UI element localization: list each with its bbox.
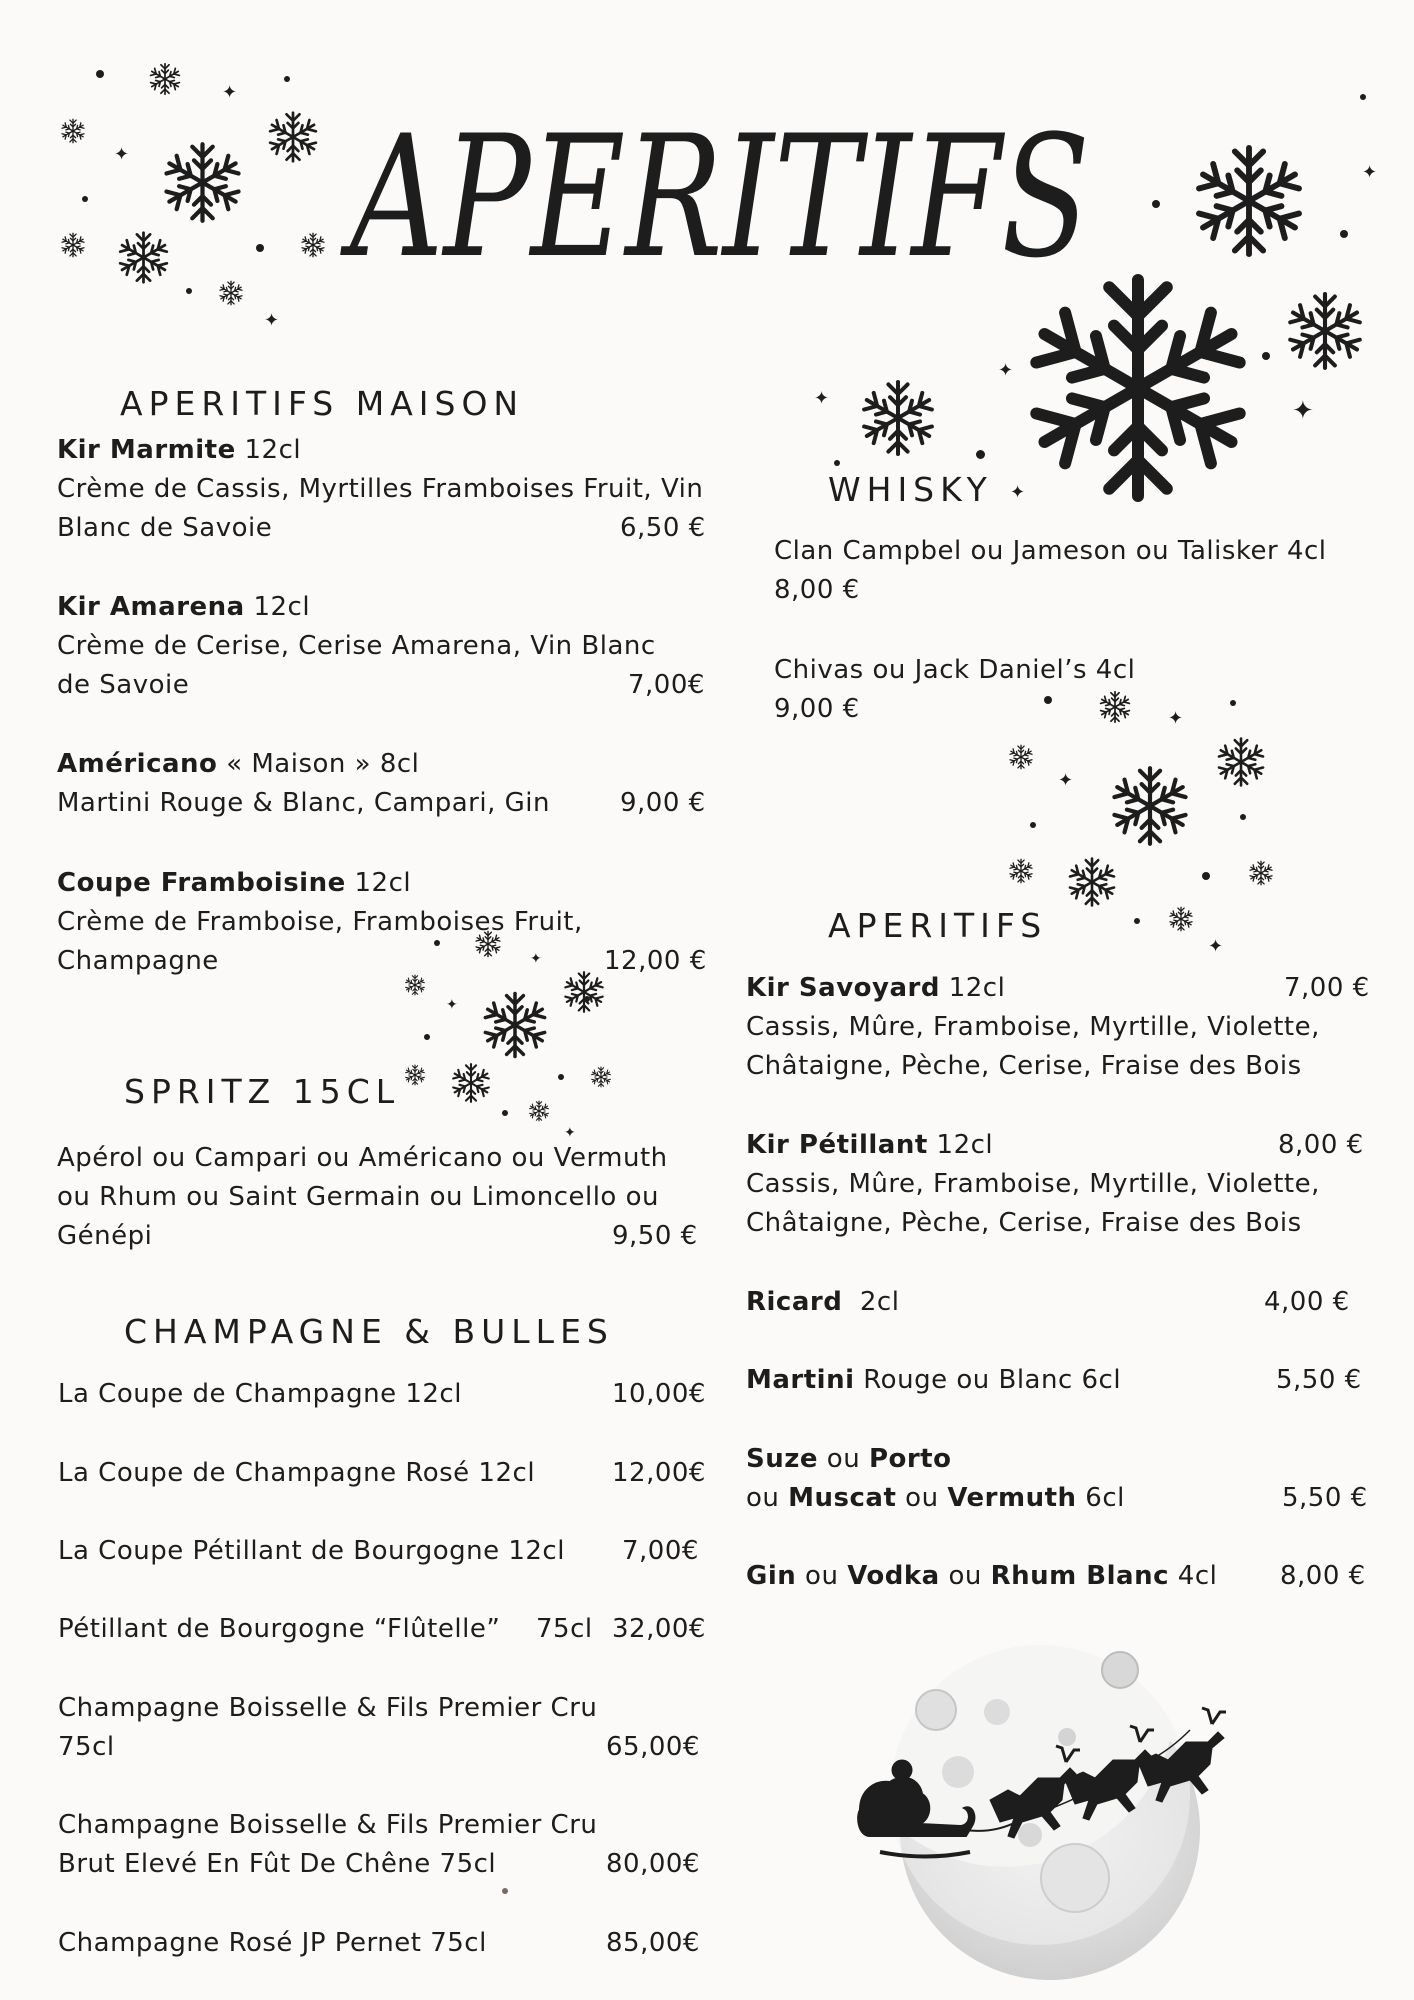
item-name: Américano: [57, 749, 218, 779]
page-title: [340, 95, 1100, 295]
item-size: 12cl: [253, 592, 311, 622]
item-price: 12,00 €: [604, 946, 707, 976]
page-title-text: APERITIFS: [339, 99, 1090, 295]
item-price: 85,00€: [606, 1928, 700, 1958]
snowflake-icon: [60, 118, 86, 144]
item-label: Brut Elevé En Fût De Chêne 75cl: [58, 1849, 497, 1879]
snowflake-icon: [1008, 858, 1034, 884]
menu-item: [58, 1806, 597, 1884]
item-price: 80,00€: [606, 1849, 700, 1879]
snow-dot: [1262, 352, 1270, 360]
item-desc: Crème de Framboise, Framboises Fruit,: [57, 907, 583, 937]
snowflake-icon: [266, 110, 320, 164]
snowflake-icon: [218, 280, 244, 306]
snowflake-icon: [116, 230, 171, 285]
snow-dot: [284, 76, 290, 82]
snowflake-icon: [404, 1064, 426, 1086]
sparkle-icon: ✦: [1362, 162, 1378, 183]
snow-dot: [1230, 700, 1236, 706]
snowflake-icon: [528, 1100, 550, 1122]
snow-dot: [558, 1074, 564, 1080]
menu-item: [58, 1924, 487, 1963]
snow-dot: [1240, 814, 1246, 820]
sparkle-icon: ✦: [564, 1125, 576, 1141]
snowflake-icon: [450, 1062, 492, 1104]
sparkle-icon: ✦: [814, 388, 830, 409]
item-label: Champagne Boisselle & Fils Premier Cru: [58, 1693, 598, 1723]
snowflake-icon: [1066, 856, 1118, 908]
sparkle-icon: ✦: [114, 144, 130, 165]
sparkle-icon: ✦: [1292, 396, 1314, 426]
snow-dot: [1340, 230, 1348, 238]
snowflake-icon: [1008, 744, 1034, 770]
section-heading-aperitifs: APERITIFS: [828, 906, 1048, 945]
item-size: 12cl: [936, 1130, 994, 1160]
item-label: La Coupe Pétillant de Bourgogne 12cl: [58, 1536, 565, 1566]
sparkle-icon: ✦: [264, 310, 280, 331]
item-price: 10,00€: [612, 1379, 706, 1409]
item-price: 12,00€: [612, 1458, 706, 1488]
item-desc: Rouge ou Blanc 6cl: [863, 1365, 1122, 1395]
item-price: 8,00 €: [774, 575, 860, 605]
item-name: Vodka: [847, 1561, 940, 1591]
menu-item-kir-savoyard: [746, 969, 1320, 1086]
snowflake-icon: [148, 62, 182, 96]
menu-item: [58, 1375, 462, 1414]
snow-dot: [584, 996, 590, 1002]
menu-item-americano: [57, 745, 550, 823]
item-size: 12cl: [354, 868, 412, 898]
item-price: 8,00 €: [1278, 1130, 1364, 1160]
snowflake-icon: [590, 1066, 612, 1088]
menu-item-kir-petillant: [746, 1126, 1320, 1243]
snowflake-icon: [160, 140, 245, 225]
menu-item-suze: [746, 1440, 1125, 1518]
section-heading-maison: APERITIFS MAISON: [120, 384, 525, 423]
item-price: 9,50 €: [612, 1221, 698, 1251]
sparkle-icon: ✦: [446, 997, 458, 1013]
section-heading-spritz: SPRITZ 15CL: [124, 1072, 401, 1111]
item-desc: Cassis, Mûre, Framboise, Myrtille, Violette,: [746, 1169, 1320, 1199]
snowflake-icon: [1215, 736, 1267, 788]
snow-dot: [256, 244, 264, 252]
snow-dot: [82, 196, 88, 202]
snow-dot: [1030, 822, 1036, 828]
item-desc: Châtaigne, Pèche, Cerise, Fraise des Bois: [746, 1051, 1302, 1081]
item-price: 4,00 €: [1264, 1287, 1350, 1317]
item-size: 75cl: [536, 1614, 593, 1644]
snowflake-icon: [1190, 142, 1308, 260]
snow-dot: [186, 288, 192, 294]
item-name: Rhum Blanc: [990, 1561, 1170, 1591]
sparkle-icon: ✦: [1168, 708, 1184, 729]
item-size: 6cl: [1085, 1483, 1125, 1513]
item-desc: Crème de Cerise, Cerise Amarena, Vin Blanc: [57, 631, 656, 661]
snowflake-icon: [300, 232, 326, 258]
item-label: Clan Campbel ou Jameson ou Talisker 4cl: [774, 536, 1327, 566]
snow-dot: [1360, 94, 1366, 100]
item-price: 5,50 €: [1282, 1483, 1368, 1513]
item-price: 5,50 €: [1276, 1365, 1362, 1395]
menu-item-kir-amarena: [57, 588, 656, 705]
item-desc: Martini Rouge & Blanc, Campari, Gin: [57, 788, 550, 818]
item-desc: Blanc de Savoie: [57, 513, 273, 543]
item-size: 12cl: [948, 973, 1006, 1003]
item-desc: ou Rhum ou Saint Germain ou Limoncello ou: [57, 1182, 659, 1212]
item-label: La Coupe de Champagne Rosé 12cl: [58, 1458, 536, 1488]
menu-item: [58, 1689, 597, 1767]
item-connector: ou: [826, 1444, 861, 1474]
snow-dot: [1202, 872, 1210, 880]
snowflake-icon: [480, 990, 550, 1060]
item-name: Kir Pétillant: [746, 1130, 928, 1160]
item-name: Suze: [746, 1444, 819, 1474]
snowflake-icon: [1248, 860, 1274, 886]
snowflake-icon: [1168, 906, 1194, 932]
snowflake-icon: [60, 232, 86, 258]
snow-dot: [976, 450, 985, 459]
item-desc: Châtaigne, Pèche, Cerise, Fraise des Bois: [746, 1208, 1302, 1238]
item-desc: Crème de Cassis, Myrtilles Framboises Fruit, Vin: [57, 474, 704, 504]
item-price: 9,00 €: [620, 788, 706, 818]
item-name: Kir Marmite: [57, 435, 236, 465]
item-label: Chivas ou Jack Daniel’s 4cl: [774, 655, 1136, 685]
spritz-desc: [57, 1139, 668, 1256]
item-connector: ou: [805, 1561, 839, 1591]
menu-item-martini: [746, 1361, 1121, 1400]
sparkle-icon: ✦: [530, 951, 542, 967]
snow-dot: [1152, 200, 1160, 208]
item-desc: Champagne: [57, 946, 219, 976]
item-name: Kir Amarena: [57, 592, 245, 622]
item-size: 4cl: [1177, 1561, 1218, 1591]
snow-dot: [424, 1034, 430, 1040]
item-label: Champagne Boisselle & Fils Premier Cru: [58, 1810, 598, 1840]
menu-item-gin: [746, 1557, 1217, 1596]
section-heading-champagne: CHAMPAGNE & BULLES: [124, 1312, 614, 1351]
item-name: Porto: [868, 1444, 952, 1474]
menu-item: [58, 1454, 535, 1493]
snowflake-icon: [1284, 290, 1366, 372]
menu-item: [58, 1532, 565, 1571]
snow-dot: [834, 460, 840, 466]
snow-dot: [502, 1110, 508, 1116]
section-heading-whisky: WHISKY: [828, 470, 993, 509]
item-label: La Coupe de Champagne 12cl: [58, 1379, 462, 1409]
menu-item-whisky: [774, 651, 1135, 729]
sparkle-icon: ✦: [998, 360, 1014, 381]
item-size: « Maison » 8cl: [226, 749, 420, 779]
item-size: 12cl: [244, 435, 302, 465]
item-connector: ou: [905, 1483, 939, 1513]
item-connector: ou: [948, 1561, 982, 1591]
snow-dot: [502, 1888, 508, 1894]
item-name: Gin: [746, 1561, 797, 1591]
item-price: 6,50 €: [620, 513, 706, 543]
item-label: Pétillant de Bourgogne “Flûtelle”: [58, 1614, 501, 1644]
sparkle-icon: ✦: [1208, 936, 1224, 957]
item-connector: ou: [746, 1483, 780, 1513]
item-price: 65,00€: [606, 1732, 700, 1762]
item-desc: Apérol ou Campari ou Américano ou Vermuth: [57, 1143, 668, 1173]
item-name: Vermuth: [947, 1483, 1077, 1513]
moon-icon: [840, 1620, 1240, 1990]
item-desc: de Savoie: [57, 670, 190, 700]
item-desc: Génépi: [57, 1221, 153, 1251]
item-size: 2cl: [859, 1287, 900, 1317]
item-name: Ricard: [746, 1287, 843, 1317]
item-price: 32,00€: [612, 1614, 706, 1644]
item-desc: Cassis, Mûre, Framboise, Myrtille, Violette,: [746, 1012, 1320, 1042]
item-name: Muscat: [788, 1483, 897, 1513]
sparkle-icon: ✦: [1058, 770, 1074, 791]
item-price: 9,00 €: [774, 694, 860, 724]
item-label: Champagne Rosé JP Pernet 75cl: [58, 1928, 487, 1958]
sparkle-icon: ✦: [1010, 482, 1026, 503]
item-name: Coupe Framboisine: [57, 868, 346, 898]
item-name: Kir Savoyard: [746, 973, 940, 1003]
sparkle-icon: ✦: [222, 82, 238, 103]
item-price: 7,00 €: [1284, 973, 1370, 1003]
menu-item-ricard: [746, 1283, 899, 1322]
item-price: 7,00€: [628, 670, 705, 700]
item-label: 75cl: [58, 1732, 115, 1762]
snowflake-icon: [1108, 764, 1192, 848]
menu-item-coupe-framboisine: [57, 864, 583, 981]
snow-dot: [1134, 918, 1140, 924]
item-price: 7,00€: [622, 1536, 699, 1566]
menu-item: [58, 1610, 500, 1649]
snowflake-icon: [1018, 268, 1258, 508]
item-price: 8,00 €: [1280, 1561, 1366, 1591]
item-name: Martini: [746, 1365, 855, 1395]
menu-item-kir-marmite: [57, 431, 703, 548]
snow-dot: [96, 70, 104, 78]
snowflake-icon: [858, 378, 938, 458]
menu-item-whisky: [774, 532, 1327, 610]
